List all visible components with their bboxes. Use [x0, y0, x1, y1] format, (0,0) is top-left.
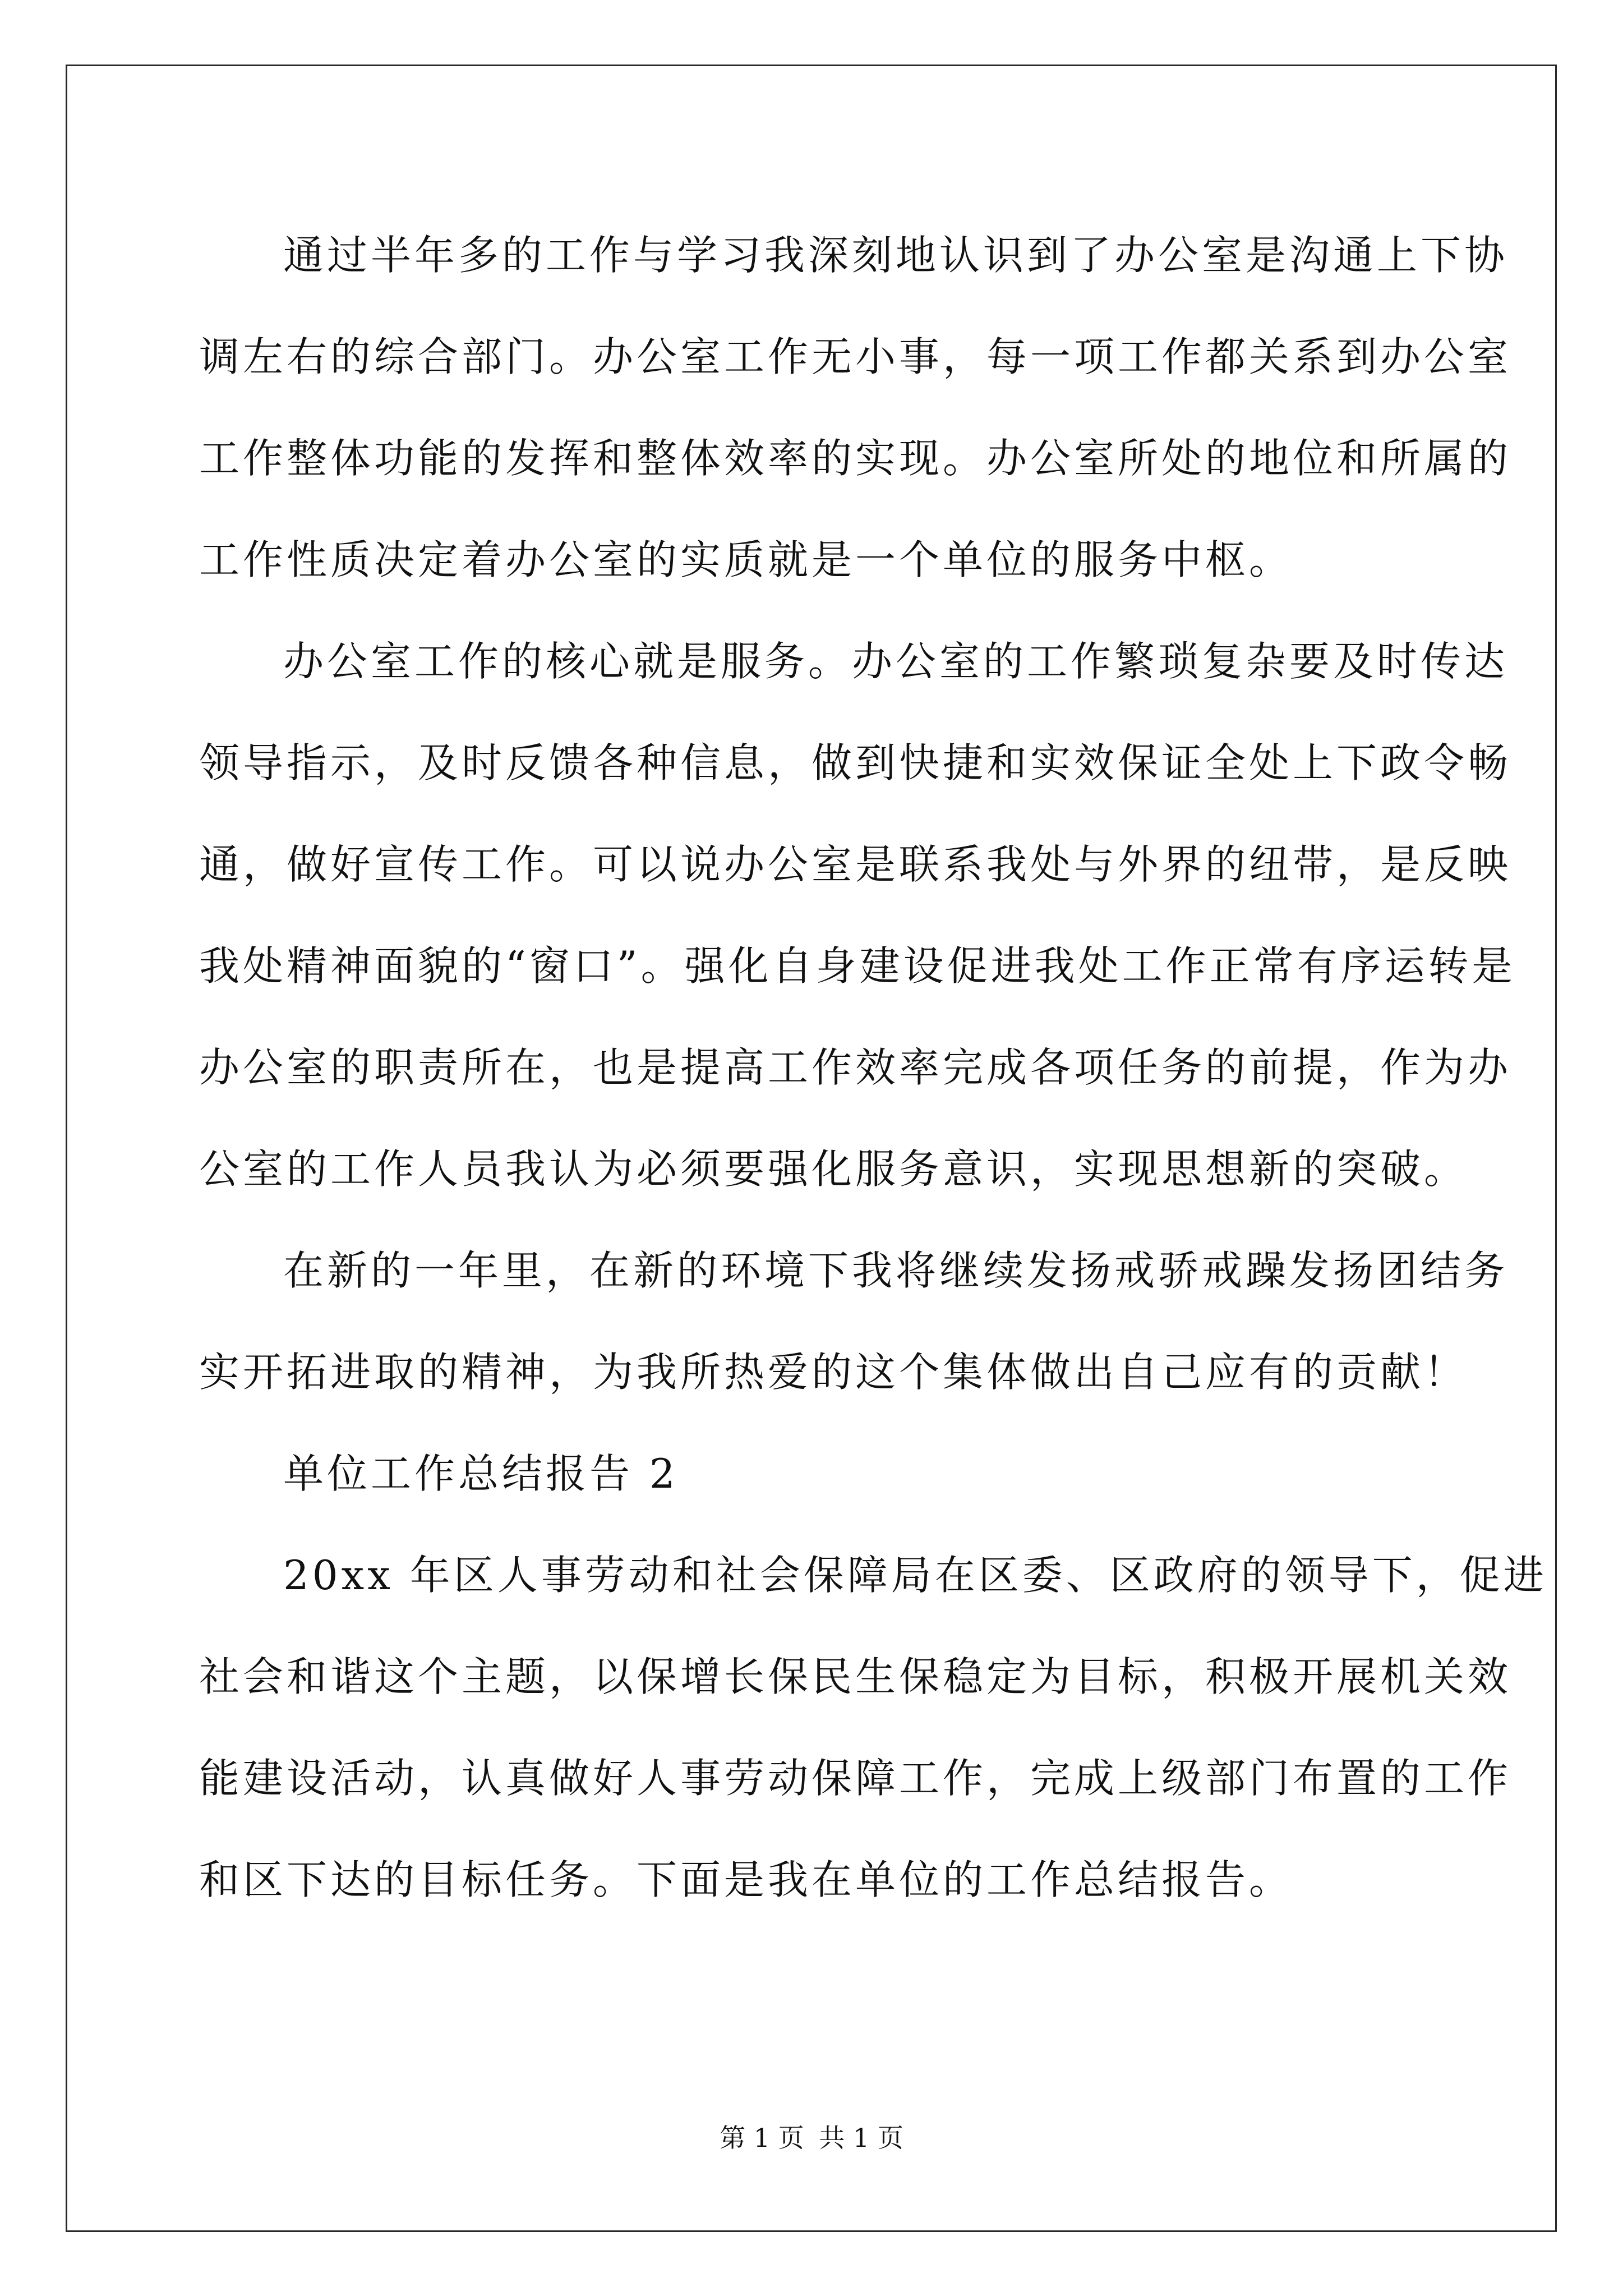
page-total: 共 1 页 — [819, 2123, 903, 2153]
text-line: 能建设活动，认真做好人事劳动保障工作，完成上级部门布置的工作 — [199, 1755, 1512, 1802]
paragraph — [199, 1542, 1547, 1948]
document-body — [199, 222, 1547, 1948]
text-line: 工作性质决定着办公室的实质就是一个单位的服务中枢。 — [199, 536, 1293, 583]
text-line: 20xx 年区人事劳动和社会保障局在区委、区政府的领导下，促进 — [283, 1552, 1547, 1599]
text-line: 通过半年多的工作与学习我深刻地认识到了办公室是沟通上下协 — [283, 232, 1509, 279]
text-line: 通，做好宣传工作。可以说办公室是联系我处与外界的纽带，是反映 — [199, 841, 1512, 888]
text-line: 在新的一年里，在新的环境下我将继续发扬戒骄戒躁发扬团结务 — [283, 1247, 1509, 1294]
text-line: 办公室工作的核心就是服务。办公室的工作繁琐复杂要及时传达 — [283, 638, 1509, 685]
paragraph — [199, 222, 1512, 628]
text-line: 实开拓进取的精神，为我所热爱的这个集体做出自己应有的贡献！ — [199, 1349, 1468, 1396]
text-line: 社会和谐这个主题，以保增长保民生保稳定为目标，积极开展机关效 — [199, 1653, 1512, 1700]
page-footer — [0, 2121, 1623, 2155]
text-line: 领导指示，及时反馈各种信息，做到快捷和实效保证全处上下政令畅 — [199, 739, 1512, 786]
text-line: 和区下达的目标任务。下面是我在单位的工作总结报告。 — [199, 1856, 1293, 1903]
text-line: 工作整体功能的发挥和整体效率的实现。办公室所处的地位和所属的 — [199, 435, 1512, 482]
paragraph — [199, 628, 1516, 1237]
page-number: 第 1 页 — [720, 2123, 804, 2153]
text-line: 调左右的综合部门。办公室工作无小事，每一项工作都关系到办公室 — [199, 333, 1512, 380]
paragraph — [199, 1237, 1509, 1440]
text-line: 公室的工作人员我认为必须要强化服务意识，实现思想新的突破。 — [199, 1145, 1468, 1193]
text-line: 我处精神面貌的“窗口”。强化自身建设促进我处工作正常有序运转是 — [199, 942, 1516, 990]
section-heading — [199, 1440, 1427, 1542]
heading-text: 单位工作总结报告 2 — [283, 1450, 679, 1497]
text-line: 办公室的职责所在，也是提高工作效率完成各项任务的前提，作为办 — [199, 1044, 1512, 1091]
